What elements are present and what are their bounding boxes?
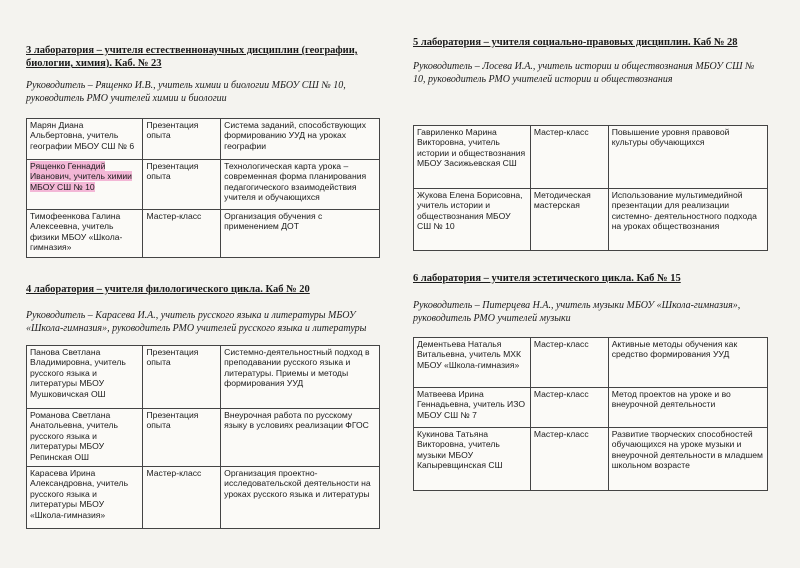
lab5-title: 5 лаборатория – учителя социально-правовых дисциплин. Каб № 28 — [413, 37, 738, 48]
lab3-table — [26, 118, 380, 258]
lab6-table — [413, 337, 768, 491]
lab6-lead: Руководитель – Питерцева Н.А., учитель музыки МБОУ «Школа-гимназия», руководитель РМО учителей музыки — [413, 300, 741, 324]
topic-cell: Технологическая карта урока – современная форма планирования педагогического взаимодействия учителя и обучающихся — [221, 160, 380, 210]
teacher-cell: Карасева Ирина Александровна, учитель русского языка и литературы МБОУ «Школа-гимназия» — [27, 467, 143, 529]
form-cell: Мастер-класс — [530, 428, 608, 491]
form-cell: Презентация опыта — [143, 160, 221, 210]
form-cell: Презентация опыта — [143, 119, 221, 160]
lab6-title: 6 лаборатория – учителя эстетического цикла. Каб № 15 — [413, 273, 681, 284]
lab5-table — [413, 125, 768, 251]
lab4-section — [26, 283, 380, 335]
form-cell: Мастер-класс — [143, 467, 221, 529]
form-cell: Методическая мастерская — [530, 189, 608, 251]
form-cell: Мастер-класс — [530, 388, 608, 428]
highlighted-teacher: Рященко Геннадий Иванович, учитель химии МБОУ СШ № 10 — [30, 161, 132, 192]
teacher-cell: Романова Светлана Анатольевна, учитель русского языка и литературы МБОУ Репинская ОШ — [27, 409, 143, 467]
lab6-section — [413, 272, 768, 325]
teacher-cell: Марян Диана Альбертовна, учитель географии МБОУ СШ № 6 — [27, 119, 143, 160]
lab5-lead: Руководитель – Лосева И.А., учитель истории и обществознания МБОУ СШ № 10, руководитель РМО учителей истории и обществознания — [413, 61, 755, 85]
lab4-lead: Руководитель – Карасева И.А., учитель русского языка и литературы МБОУ «Школа-гимназия», руководитель РМО учителей русского языка и литературы — [26, 310, 367, 334]
table-row — [27, 346, 380, 409]
form-cell: Мастер-класс — [143, 210, 221, 258]
table-row — [414, 189, 768, 251]
form-cell: Презентация опыта — [143, 409, 221, 467]
topic-cell: Развитие творческих способностей обучающихся на уроке музыки и внеурочной деятельности в младшем школьном возрасте — [608, 428, 767, 491]
topic-cell: Организация обучения с применением ДОТ — [221, 210, 380, 258]
form-cell: Мастер-класс — [530, 338, 608, 388]
table-row — [27, 467, 380, 529]
table-row — [414, 126, 768, 189]
form-cell: Презентация опыта — [143, 346, 221, 409]
table-row — [414, 338, 768, 388]
teacher-cell: Матвеева Ирина Геннадьевна, учитель ИЗО МБОУ СШ № 7 — [414, 388, 531, 428]
topic-cell: Активные методы обучения как средство формирования УУД — [608, 338, 767, 388]
lab4-title: 4 лаборатория – учителя филологического цикла. Каб № 20 — [26, 284, 310, 295]
teacher-cell — [27, 160, 143, 210]
table-row — [27, 210, 380, 258]
table-row — [27, 409, 380, 467]
lab3-section — [26, 44, 380, 105]
topic-cell: Внеурочная работа по русскому языку в условиях реализации ФГОС — [221, 409, 380, 467]
topic-cell: Метод проектов на уроке и во внеурочной деятельности — [608, 388, 767, 428]
table-row — [27, 119, 380, 160]
topic-cell: Системно-деятельностный подход в преподавании русского языка и литературы. Приемы и методы формирования УУД — [221, 346, 380, 409]
teacher-cell: Дементьева Наталья Витальевна, учитель МХК МБОУ «Школа-гимназия» — [414, 338, 531, 388]
teacher-cell: Гавриленко Марина Викторовна, учитель истории и обществознания МБОУ Засижьевская СШ — [414, 126, 531, 189]
table-row — [414, 388, 768, 428]
topic-cell: Повышение уровня правовой культуры обучающихся — [608, 126, 767, 189]
table-row — [414, 428, 768, 491]
teacher-cell: Жукова Елена Борисовна, учитель истории и обществознания МБОУ СШ № 10 — [414, 189, 531, 251]
lab3-title: 3 лаборатория – учителя естественнонаучных дисциплин (географии, биологии, химия). Каб. № 23 — [26, 45, 358, 69]
form-cell: Мастер-класс — [530, 126, 608, 189]
topic-cell: Организация проектно-исследовательской деятельности на уроках русского языка и литературы — [221, 467, 380, 529]
lab3-lead: Руководитель – Рященко И.В., учитель химии и биологии МБОУ СШ № 10, руководитель РМО учителей химии и биологии — [26, 80, 346, 104]
teacher-cell: Панова Светлана Владимировна, учитель русского языка и литературы МБОУ Мушковичская ОШ — [27, 346, 143, 409]
lab5-section — [413, 36, 768, 86]
table-row — [27, 160, 380, 210]
topic-cell: Система заданий, способствующих формированию УУД на уроках географии — [221, 119, 380, 160]
lab4-table — [26, 345, 380, 529]
teacher-cell: Кукинова Татьяна Викторовна, учитель музыки МБОУ Капыревщинская СШ — [414, 428, 531, 491]
topic-cell: Использование мультимедийной презентации для реализации системно- деятельностного подхода на уроках обществознания — [608, 189, 767, 251]
teacher-cell: Тимофеенкова Галина Алексеевна, учитель физики МБОУ «Школа-гимназия» — [27, 210, 143, 258]
